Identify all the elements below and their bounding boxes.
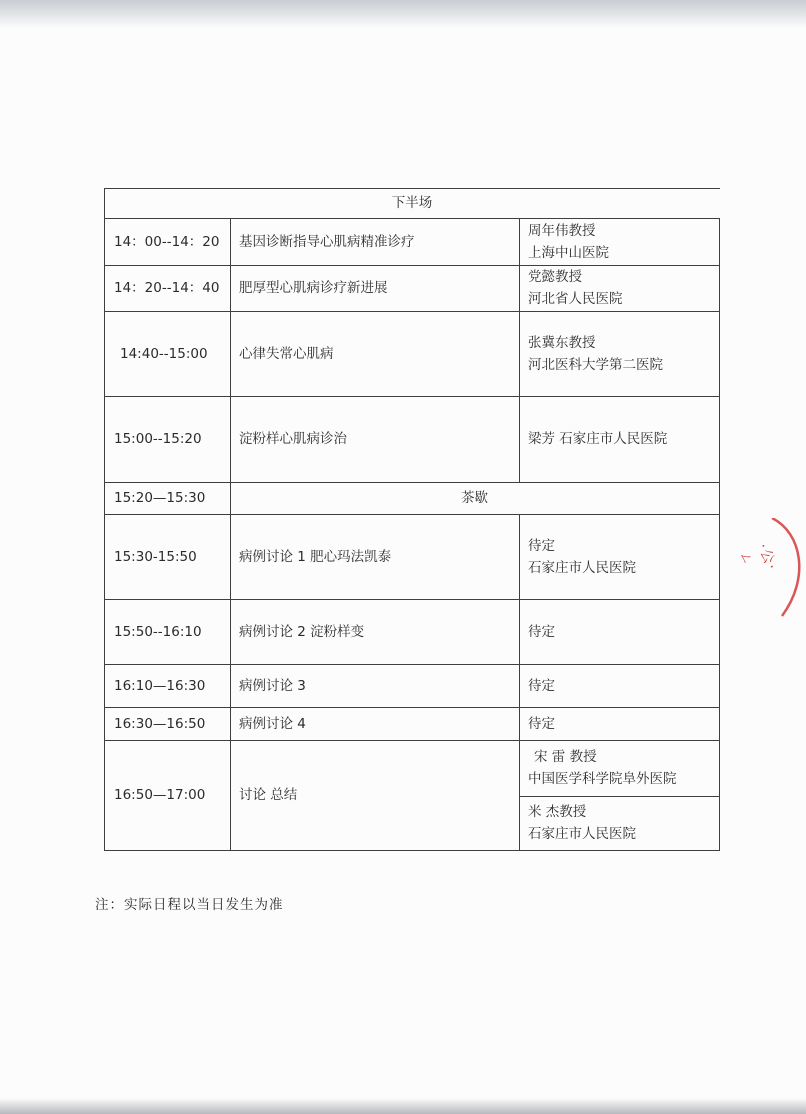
row-speaker — [519, 265, 719, 311]
row-topic: 病例讨论 1 肥心玛法凯泰 — [239, 548, 392, 565]
row-topic: 心律失常心肌病 — [239, 345, 334, 362]
row-topic: 基因诊断指导心肌病精准诊疗 — [239, 233, 415, 250]
row-topic: 讨论 总结 — [239, 787, 298, 803]
row-speaker: 待定 — [528, 715, 555, 732]
speaker-affiliation: 河北医科大学第二医院 — [528, 356, 663, 373]
speaker-affiliation: 中国医学科学院阜外医院 — [528, 771, 677, 787]
table-rule — [719, 218, 720, 851]
row-speaker — [519, 218, 719, 265]
row-topic: 病例讨论 2 淀粉样变 — [239, 623, 365, 640]
scan-top-shadow — [0, 0, 806, 28]
row-speaker — [519, 514, 719, 599]
row-topic: 病例讨论 4 — [239, 715, 306, 732]
speaker-name: 米 杰教授 — [528, 804, 587, 820]
row-speaker: 待定 — [528, 677, 555, 694]
speaker-name: 党懿教授 — [528, 269, 582, 285]
section-header: 下半场 — [391, 195, 433, 211]
speaker-name: 待定 — [528, 537, 555, 554]
row-speaker — [519, 311, 719, 396]
row-time: 14:40--15:00 — [120, 345, 208, 362]
break-label: 茶歇 — [461, 490, 488, 506]
row-time: 16:30—16:50 — [114, 715, 206, 732]
table-rule — [104, 850, 720, 851]
row-speaker — [519, 796, 719, 850]
row-time: 14：20--14：40 — [114, 280, 220, 296]
row-time: 15:20—15:30 — [114, 490, 206, 506]
speaker-affiliation: 石家庄市人民医院 — [528, 559, 636, 576]
seal-text: ·公·ㄥ — [735, 541, 781, 574]
row-topic: 病例讨论 3 — [239, 677, 306, 694]
row-topic: 肥厚型心肌病诊疗新进展 — [239, 280, 388, 296]
schedule-table — [104, 188, 720, 850]
row-time: 16:10—16:30 — [114, 677, 206, 694]
row-time: 16:50—17:00 — [114, 787, 206, 803]
speaker-name: 宋 雷 教授 — [534, 749, 597, 765]
row-time: 15:30-15:50 — [114, 548, 197, 565]
row-time: 14：00--14：20 — [114, 233, 220, 250]
schedule-note: 注：实际日程以当日发生为准 — [95, 897, 284, 913]
row-speaker: 梁芳 石家庄市人民医院 — [528, 431, 668, 447]
speaker-affiliation: 石家庄市人民医院 — [528, 826, 636, 842]
speaker-name: 张冀东教授 — [528, 334, 596, 351]
row-speaker: 待定 — [528, 623, 555, 640]
row-time: 15:50--16:10 — [114, 623, 202, 640]
speaker-name: 周年伟教授 — [528, 222, 596, 239]
row-topic: 淀粉样心肌病诊治 — [239, 431, 347, 447]
row-time: 15:00--15:20 — [114, 431, 202, 447]
scan-bottom-shadow — [0, 1098, 806, 1114]
speaker-affiliation: 上海中山医院 — [528, 244, 609, 261]
row-speaker — [519, 740, 719, 796]
speaker-affiliation: 河北省人民医院 — [528, 291, 623, 307]
